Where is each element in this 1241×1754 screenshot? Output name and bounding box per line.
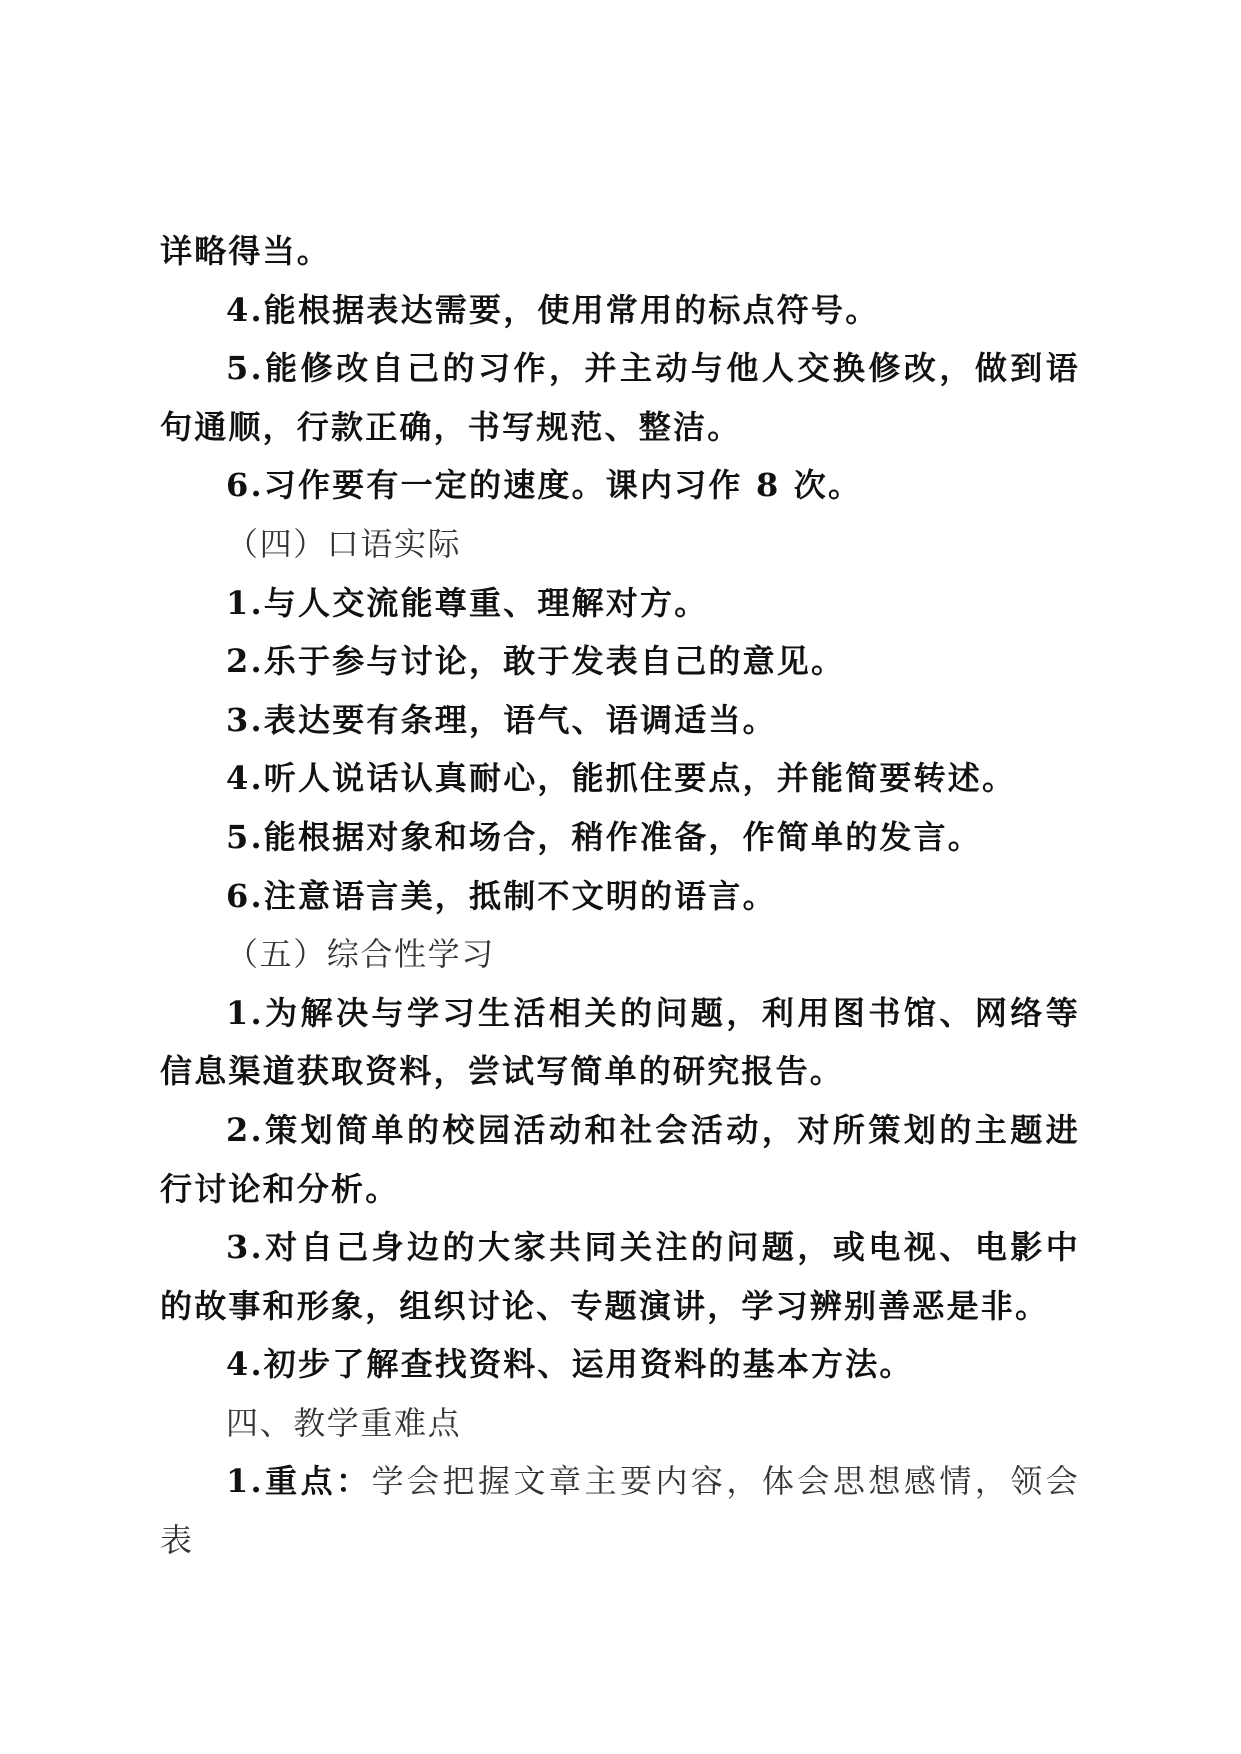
list-item: 5.能修改自己的习作，并主动与他人交换修改，做到语句通顺，行款正确，书写规范、整洁。 <box>160 349 1080 446</box>
list-item: 6.习作要有一定的速度。课内习作 8 次。 <box>226 466 863 505</box>
list-item: 6.注意语言美，抵制不文明的语言。 <box>226 876 777 915</box>
key-point-text: 学会把握文章主要内容，体会思想感情，领会表 <box>160 1462 1080 1560</box>
list-item: 4.听人说话认真耐心，能抓住要点，并能简要转述。 <box>226 759 1017 798</box>
section-heading-comprehensive: （五）综合性学习 <box>226 935 495 974</box>
list-item: 3.对自己身边的大家共同关注的问题，或电视、电影中的故事和形象，组织讨论、专题演讲，学习辨别善恶是非。 <box>160 1228 1080 1325</box>
list-item: 4.初步了解查找资料、运用资料的基本方法。 <box>226 1345 914 1384</box>
list-item: 1.与人交流能尊重、理解对方。 <box>226 583 709 622</box>
section-heading-oral: （四）口语实际 <box>226 524 462 563</box>
paragraph-continuation: 详略得当。 <box>160 232 332 270</box>
section-heading-key-points: 四、教学重难点 <box>226 1403 462 1442</box>
list-item: 1.为解决与学习生活相关的问题，利用图书馆、网络等信息渠道获取资料，尝试写简单的研究报告。 <box>160 993 1080 1091</box>
list-item: 4.能根据表达需要，使用常用的标点符号。 <box>226 290 880 329</box>
key-point-label: 1.重点： <box>226 1462 372 1501</box>
document-body <box>160 222 1080 1570</box>
list-item: 2.策划简单的校园活动和社会活动，对所策划的主题进行讨论和分析。 <box>160 1110 1080 1208</box>
list-item: 2.乐于参与讨论，敢于发表自己的意见。 <box>226 642 846 681</box>
list-item: 5.能根据对象和场合，稍作准备，作简单的发言。 <box>226 817 983 856</box>
key-point-item <box>160 1452 1080 1569</box>
list-item: 3.表达要有条理，语气、语调适当。 <box>226 700 777 739</box>
